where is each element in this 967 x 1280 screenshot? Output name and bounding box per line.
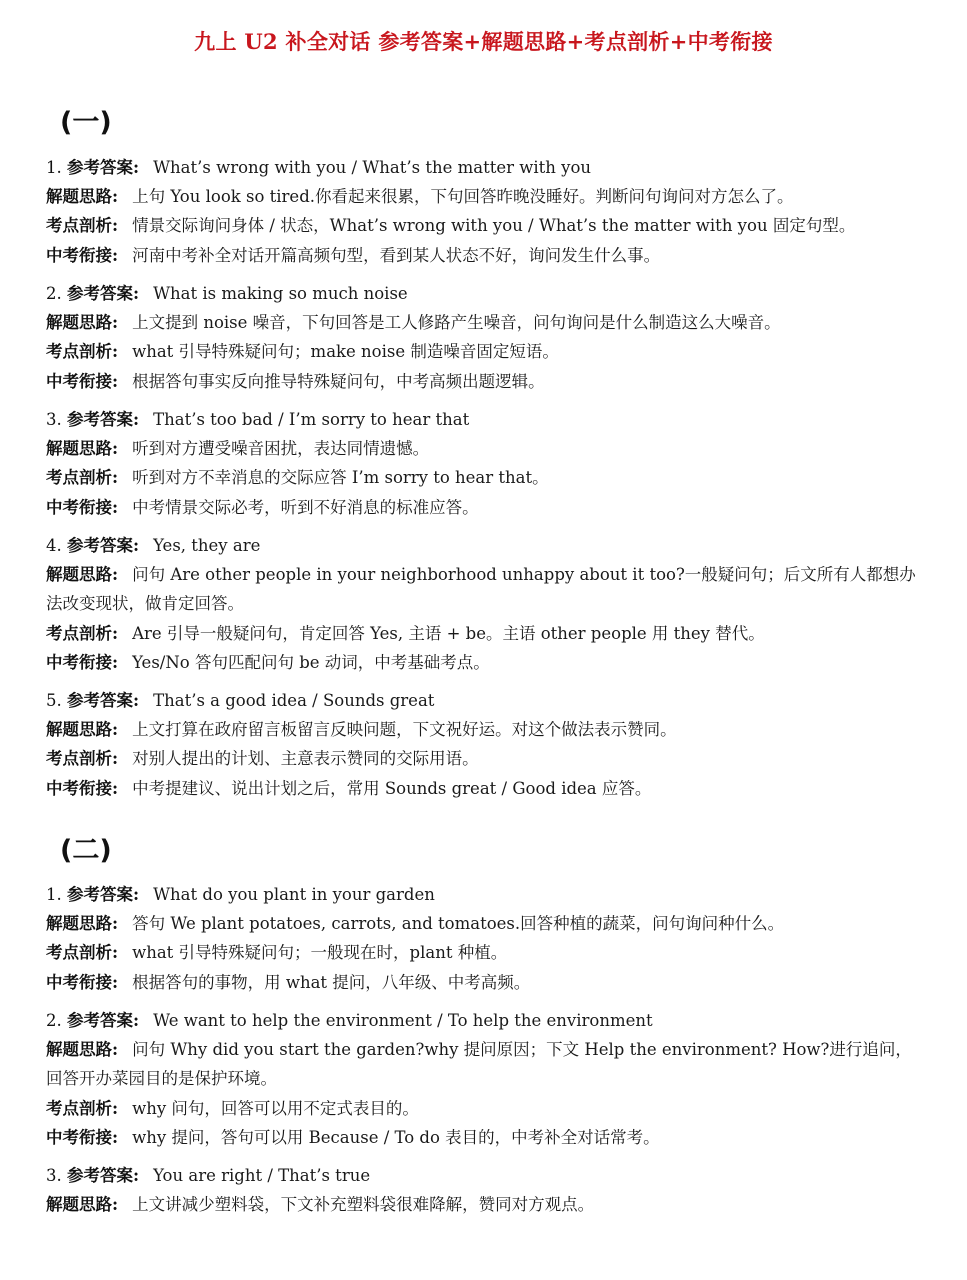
link-line: 中考衔接: Yes/No 答句匹配问句 be 动词，中考基础考点。 xyxy=(46,652,490,672)
thinking-label: 解题思路 xyxy=(46,1195,112,1215)
thinking-line: 解题思路: 听到对方遭受噪音困扰，表达同情遗憾。 xyxy=(46,439,430,459)
answer-label: 参考答案 xyxy=(67,536,133,555)
item-number: 3. xyxy=(46,1166,62,1185)
analysis-text: Are 引导一般疑问句，肯定回答 Yes, 主语 + be。主语 other people 用 they 替代。 xyxy=(132,623,765,643)
item-number: 2. xyxy=(46,284,62,303)
link-text: 根据答句事实反向推导特殊疑问句，中考高频出题逻辑。 xyxy=(132,371,545,391)
link-text: 根据答句的事物，用 what 提问，八年级、中考高频。 xyxy=(132,972,531,992)
link-label: 中考衔接 xyxy=(46,972,112,992)
answer-label: 参考答案 xyxy=(67,1166,133,1185)
thinking-line: 解题思路: 上文提到 noise 噪音，下句回答是工人修路产生噪音，问句询问是什么制造这么大噪音。 xyxy=(46,313,781,333)
answer-item xyxy=(46,686,926,803)
answer-line: 3. 参考答案: You are right / That’s true xyxy=(46,1166,371,1185)
thinking-line: 解题思路: 答句 We plant potatoes, carrots, and tomatoes.回答种植的蔬菜，问句询问种什么。 xyxy=(46,914,785,934)
answer-label: 参考答案 xyxy=(67,691,133,710)
analysis-line: 考点剖析: 情景交际询问身体 / 状态，What’s wrong with you / What’s the matter with you 固定句型。 xyxy=(46,216,856,236)
analysis-label: 考点剖析 xyxy=(46,943,112,963)
link-text: Yes/No 答句匹配问句 be 动词，中考基础考点。 xyxy=(132,652,490,672)
link-text: 中考情景交际必考，听到不好消息的标准应答。 xyxy=(132,497,479,517)
thinking-label: 解题思路 xyxy=(46,565,112,585)
link-text: 中考提建议、说出计划之后，常用 Sounds great / Good idea 应答。 xyxy=(132,778,652,798)
item-number: 4. xyxy=(46,536,62,555)
analysis-label: 考点剖析 xyxy=(46,623,112,643)
link-label: 中考衔接 xyxy=(46,652,112,672)
analysis-line: 考点剖析: Are 引导一般疑问句，肯定回答 Yes, 主语 + be。主语 other people 用 they 替代。 xyxy=(46,623,765,643)
analysis-text: why 问句，回答可以用不定式表目的。 xyxy=(132,1098,419,1118)
thinking-text: 问句 Are other people in your neighborhood unhappy about it too?一般疑问句；后文所有人都想办法改变现状，做肯定回答。 xyxy=(46,565,916,614)
analysis-label: 考点剖析 xyxy=(46,1098,112,1118)
answer-text: What is making so much noise xyxy=(153,284,408,303)
item-number: 3. xyxy=(46,410,62,429)
answer-text: We want to help the environment / To help the environment xyxy=(153,1011,653,1030)
thinking-line: 解题思路: 上文讲减少塑料袋，下文补充塑料袋很难降解，赞同对方观点。 xyxy=(46,1195,595,1215)
thinking-text: 答句 We plant potatoes, carrots, and tomatoes.回答种植的蔬菜，问句询问种什么。 xyxy=(132,914,785,934)
link-line: 中考衔接: 中考情景交际必考，听到不好消息的标准应答。 xyxy=(46,497,479,517)
item-number: 1. xyxy=(46,158,62,177)
analysis-label: 考点剖析 xyxy=(46,342,112,362)
answer-item xyxy=(46,531,926,677)
answer-text: What do you plant in your garden xyxy=(153,885,435,904)
thinking-line: 解题思路: 上句 You look so tired.你看起来很累，下句回答昨晚没睡好。判断问句询问对方怎么了。 xyxy=(46,187,794,207)
answer-label: 参考答案 xyxy=(67,1011,133,1030)
link-line: 中考衔接: why 提问，答句可以用 Because / To do 表目的，中考补全对话常考。 xyxy=(46,1127,660,1147)
thinking-label: 解题思路 xyxy=(46,313,112,333)
answer-line: 2. 参考答案: We want to help the environment / To help the environment xyxy=(46,1011,653,1030)
answer-text: That’s too bad / I’m sorry to hear that xyxy=(153,410,470,429)
thinking-label: 解题思路 xyxy=(46,1040,112,1060)
item-number: 2. xyxy=(46,1011,62,1030)
answer-label: 参考答案 xyxy=(67,158,133,177)
section-heading: (一) xyxy=(60,107,112,138)
thinking-text: 上文打算在政府留言板留言反映问题，下文祝好运。对这个做法表示赞同。 xyxy=(132,720,677,740)
answer-label: 参考答案 xyxy=(67,885,133,904)
thinking-label: 解题思路 xyxy=(46,914,112,934)
answer-line: 2. 参考答案: What is making so much noise xyxy=(46,284,408,303)
answer-item xyxy=(46,1006,926,1152)
analysis-label: 考点剖析 xyxy=(46,468,112,488)
answer-item xyxy=(46,279,926,396)
thinking-line: 解题思路: 上文打算在政府留言板留言反映问题，下文祝好运。对这个做法表示赞同。 xyxy=(46,720,677,740)
answer-line: 3. 参考答案: That’s too bad / I’m sorry to hear that xyxy=(46,410,470,429)
answer-line: 5. 参考答案: That’s a good idea / Sounds great xyxy=(46,691,435,710)
thinking-line: 解题思路: 问句 Why did you start the garden?why 提问原因；下文 Help the environment? How?进行追问，回答开办菜园目的是保护环境。 xyxy=(46,1040,912,1089)
thinking-text: 听到对方遭受噪音困扰，表达同情遗憾。 xyxy=(132,439,430,459)
analysis-line: 考点剖析: what 引导特殊疑问句；一般现在时，plant 种植。 xyxy=(46,943,508,963)
link-label: 中考衔接 xyxy=(46,497,112,517)
analysis-label: 考点剖析 xyxy=(46,749,112,769)
link-label: 中考衔接 xyxy=(46,245,112,265)
thinking-text: 上文讲减少塑料袋，下文补充塑料袋很难降解，赞同对方观点。 xyxy=(132,1195,595,1215)
analysis-line: 考点剖析: what 引导特殊疑问句；make noise 制造噪音固定短语。 xyxy=(46,342,559,362)
link-text: why 提问，答句可以用 Because / To do 表目的，中考补全对话常考。 xyxy=(132,1127,660,1147)
link-label: 中考衔接 xyxy=(46,1127,112,1147)
answer-item xyxy=(46,1161,926,1219)
thinking-label: 解题思路 xyxy=(46,439,112,459)
answer-item xyxy=(46,153,926,270)
analysis-text: 对别人提出的计划、主意表示赞同的交际用语。 xyxy=(132,749,479,769)
answer-line: 1. 参考答案: What do you plant in your garden xyxy=(46,885,435,904)
analysis-text: 情景交际询问身体 / 状态，What’s wrong with you / What’s the matter with you 固定句型。 xyxy=(132,216,856,236)
thinking-text: 上句 You look so tired.你看起来很累，下句回答昨晚没睡好。判断问句询问对方怎么了。 xyxy=(132,187,794,207)
link-text: 河南中考补全对话开篇高频句型，看到某人状态不好，询问发生什么事。 xyxy=(132,245,661,265)
link-line: 中考衔接: 根据答句事实反向推导特殊疑问句，中考高频出题逻辑。 xyxy=(46,371,545,391)
page-title: 九上 U2 补全对话 参考答案+解题思路+考点剖析+中考衔接 xyxy=(194,29,773,54)
analysis-label: 考点剖析 xyxy=(46,216,112,236)
thinking-line: 解题思路: 问句 Are other people in your neighborhood unhappy about it too?一般疑问句；后文所有人都想办法改变现状，做肯定回答。 xyxy=(46,565,916,614)
answer-text: You are right / That’s true xyxy=(153,1166,371,1185)
answer-label: 参考答案 xyxy=(67,410,133,429)
link-line: 中考衔接: 根据答句的事物，用 what 提问，八年级、中考高频。 xyxy=(46,972,531,992)
analysis-line: 考点剖析: why 问句，回答可以用不定式表目的。 xyxy=(46,1098,419,1118)
analysis-text: what 引导特殊疑问句；一般现在时，plant 种植。 xyxy=(132,943,508,963)
answer-text: What’s wrong with you / What’s the matter with you xyxy=(153,158,592,177)
answer-item xyxy=(46,405,926,522)
analysis-line: 考点剖析: 对别人提出的计划、主意表示赞同的交际用语。 xyxy=(46,749,479,769)
link-line: 中考衔接: 河南中考补全对话开篇高频句型，看到某人状态不好，询问发生什么事。 xyxy=(46,245,661,265)
answer-line: 4. 参考答案: Yes, they are xyxy=(46,536,261,555)
thinking-text: 问句 Why did you start the garden?why 提问原因；下文 Help the environment? How?进行追问，回答开办菜园目的是保护环境。 xyxy=(46,1040,912,1089)
thinking-label: 解题思路 xyxy=(46,720,112,740)
item-number: 5. xyxy=(46,691,62,710)
answer-text: Yes, they are xyxy=(153,536,261,555)
analysis-text: 听到对方不幸消息的交际应答 I’m sorry to hear that。 xyxy=(132,468,549,488)
answer-label: 参考答案 xyxy=(67,284,133,303)
link-label: 中考衔接 xyxy=(46,371,112,391)
thinking-label: 解题思路 xyxy=(46,187,112,207)
section-heading: (二) xyxy=(60,835,112,866)
thinking-text: 上文提到 noise 噪音，下句回答是工人修路产生噪音，问句询问是什么制造这么大噪音。 xyxy=(132,313,781,333)
answer-line: 1. 参考答案: What’s wrong with you / What’s the matter with you xyxy=(46,158,592,177)
item-number: 1. xyxy=(46,885,62,904)
link-line: 中考衔接: 中考提建议、说出计划之后，常用 Sounds great / Good idea 应答。 xyxy=(46,778,652,798)
analysis-text: what 引导特殊疑问句；make noise 制造噪音固定短语。 xyxy=(132,342,559,362)
answer-text: That’s a good idea / Sounds great xyxy=(153,691,435,710)
analysis-line: 考点剖析: 听到对方不幸消息的交际应答 I’m sorry to hear that。 xyxy=(46,468,549,488)
answer-item xyxy=(46,880,926,997)
link-label: 中考衔接 xyxy=(46,778,112,798)
